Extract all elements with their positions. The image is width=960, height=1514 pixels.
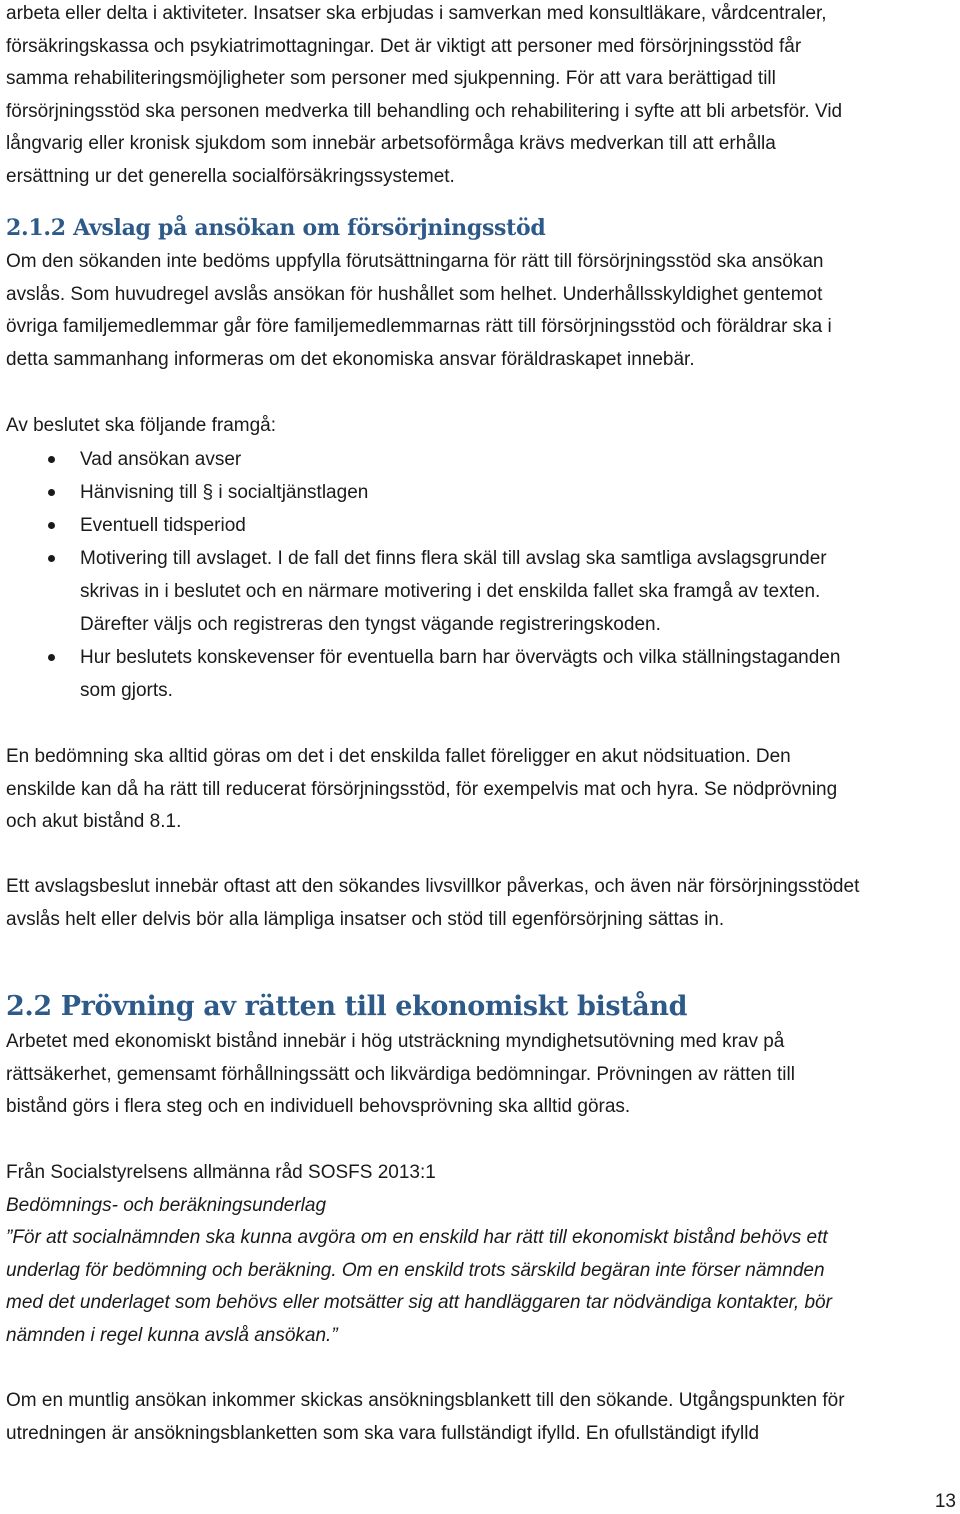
list-item-text: skrivas in i beslutet och en närmare motivering i det enskilda fallet ska framgå av texten. — [80, 581, 821, 602]
decision-requirements-list — [6, 443, 956, 707]
rejection-consequence-paragraph — [6, 871, 956, 936]
quote-line: nämnden i regel kunna avslå ansökan.” — [6, 1324, 338, 1346]
section-2-1-2-paragraph — [6, 246, 956, 376]
text-line: enskilde kan då ha rätt till reducerat försörjningsstöd, för exempelvis mat och hyra. Se nödprövning — [6, 778, 838, 800]
bullet-icon — [48, 654, 55, 661]
text-line: avslås. Som huvudregel avslås ansökan för hushållet som helhet. Underhållsskyldighet gentemot — [6, 283, 823, 305]
text-line: ersättning ur det generella socialförsäkringssystemet. — [6, 165, 455, 187]
text-line: försörjningsstöd ska personen medverka till behandling och rehabilitering i syfte att bli arbetsför. Vid — [6, 100, 843, 122]
quote-title: Bedömnings- och beräkningsunderlag — [6, 1194, 327, 1216]
list-item-text: som gjorts. — [80, 680, 173, 701]
section-heading-2-2: 2.2 Prövning av rätten till ekonomiskt bistånd — [6, 991, 688, 1022]
text-line: långvarig eller kronisk sjukdom som innebär arbetsoförmåga krävs medverkan till att erhålla — [6, 133, 776, 155]
list-item-text: Hänvisning till § i socialtjänstlagen — [80, 482, 369, 503]
oral-application-paragraph — [6, 1385, 956, 1450]
source-line: Från Socialstyrelsens allmänna råd SOSFS 2013:1 — [6, 1162, 436, 1183]
text-line: Om den sökanden inte bedöms uppfylla förutsättningarna för rätt till försörjningsstöd ska ansökan — [6, 251, 824, 272]
text-line: Ett avslagsbeslut innebär oftast att den sökandes livsvillkor påverkas, och även när försörjningsstödet — [6, 876, 860, 897]
page-number: 13 — [934, 1491, 956, 1512]
text-line: och akut bistånd 8.1. — [6, 811, 182, 833]
text-line: samma rehabiliteringsmöjligheter som personer med sjukpenning. För att vara berättigad till — [6, 68, 776, 90]
list-item — [6, 509, 956, 542]
list-item-text: Hur beslutets konskevenser för eventuella barn har övervägts och vilka ställningstaganden — [80, 647, 841, 668]
list-item — [6, 443, 956, 476]
list-item — [6, 641, 956, 707]
text-line: utredningen är ansökningsblanketten som ska vara fullständigt ifylld. En ofullständigt ifylld — [6, 1422, 760, 1444]
section-2-2-intro — [6, 1026, 956, 1124]
text-line: detta sammanhang informeras om det ekonomiska ansvar föräldraskapet innebär. — [6, 348, 695, 370]
bullet-icon — [48, 456, 55, 463]
text-line: försäkringskassa och psykiatrimottagningar. Det är viktigt att personer med försörjningsstöd får — [6, 35, 802, 57]
list-item-text: Därefter väljs och registreras den tyngst vägande registreringskoden. — [80, 614, 661, 635]
text-line: arbeta eller delta i aktiviteter. Insatser ska erbjudas i samverkan med konsultläkare, vårdcentraler, — [6, 3, 827, 24]
section-heading-2-1-2: 2.1.2 Avslag på ansökan om försörjningsstöd — [6, 215, 546, 241]
text-line: övriga familjemedlemmar går före familjemedlemmarnas rätt till försörjningsstöd och föräldrar ska i — [6, 316, 832, 338]
quote-line: med det underlaget som behövs eller motsätter sig att handläggaren tar nödvändiga kontakter, bör — [6, 1292, 832, 1314]
bullet-icon — [48, 489, 55, 496]
list-item-text: Eventuell tidsperiod — [80, 515, 246, 536]
list-item — [6, 476, 956, 509]
sosfs-citation — [6, 1157, 956, 1353]
text-line: Om en muntlig ansökan inkommer skickas ansökningsblankett till den sökande. Utgångspunkten för — [6, 1390, 845, 1411]
list-item-text: Vad ansökan avser — [80, 449, 242, 470]
bullet-icon — [48, 555, 55, 562]
list-item-text: Motivering till avslaget. I de fall det finns flera skäl till avslag ska samtliga avslagsgrunder — [80, 548, 827, 569]
text-line: En bedömning ska alltid göras om det i det enskilda fallet föreligger en akut nödsituation. Den — [6, 746, 791, 767]
text-line: Arbetet med ekonomiskt bistånd innebär i hög utsträckning myndighetsutövning med krav på — [6, 1031, 785, 1052]
list-item — [6, 542, 956, 641]
text-line: avslås helt eller delvis bör alla lämpliga insatser och stöd till egenförsörjning sättas in. — [6, 908, 725, 930]
text-line: bistånd görs i flera steg och en individuell behovsprövning ska alltid göras. — [6, 1096, 631, 1118]
text-line: rättsäkerhet, gemensamt förhållningssätt och likvärdiga bedömningar. Prövningen av rätten till — [6, 1063, 795, 1085]
intro-paragraph — [6, 0, 956, 194]
quote-line: ”För att socialnämnden ska kunna avgöra om en enskild har rätt till ekonomiskt bistånd behövs ett — [6, 1227, 828, 1249]
bullet-icon — [48, 522, 55, 529]
assessment-paragraph — [6, 741, 956, 839]
list-intro: Av beslutet ska följande framgå: — [6, 415, 277, 436]
quote-line: underlag för bedömning och beräkning. Om en enskild trots särskild begäran inte förser nämnden — [6, 1259, 825, 1281]
